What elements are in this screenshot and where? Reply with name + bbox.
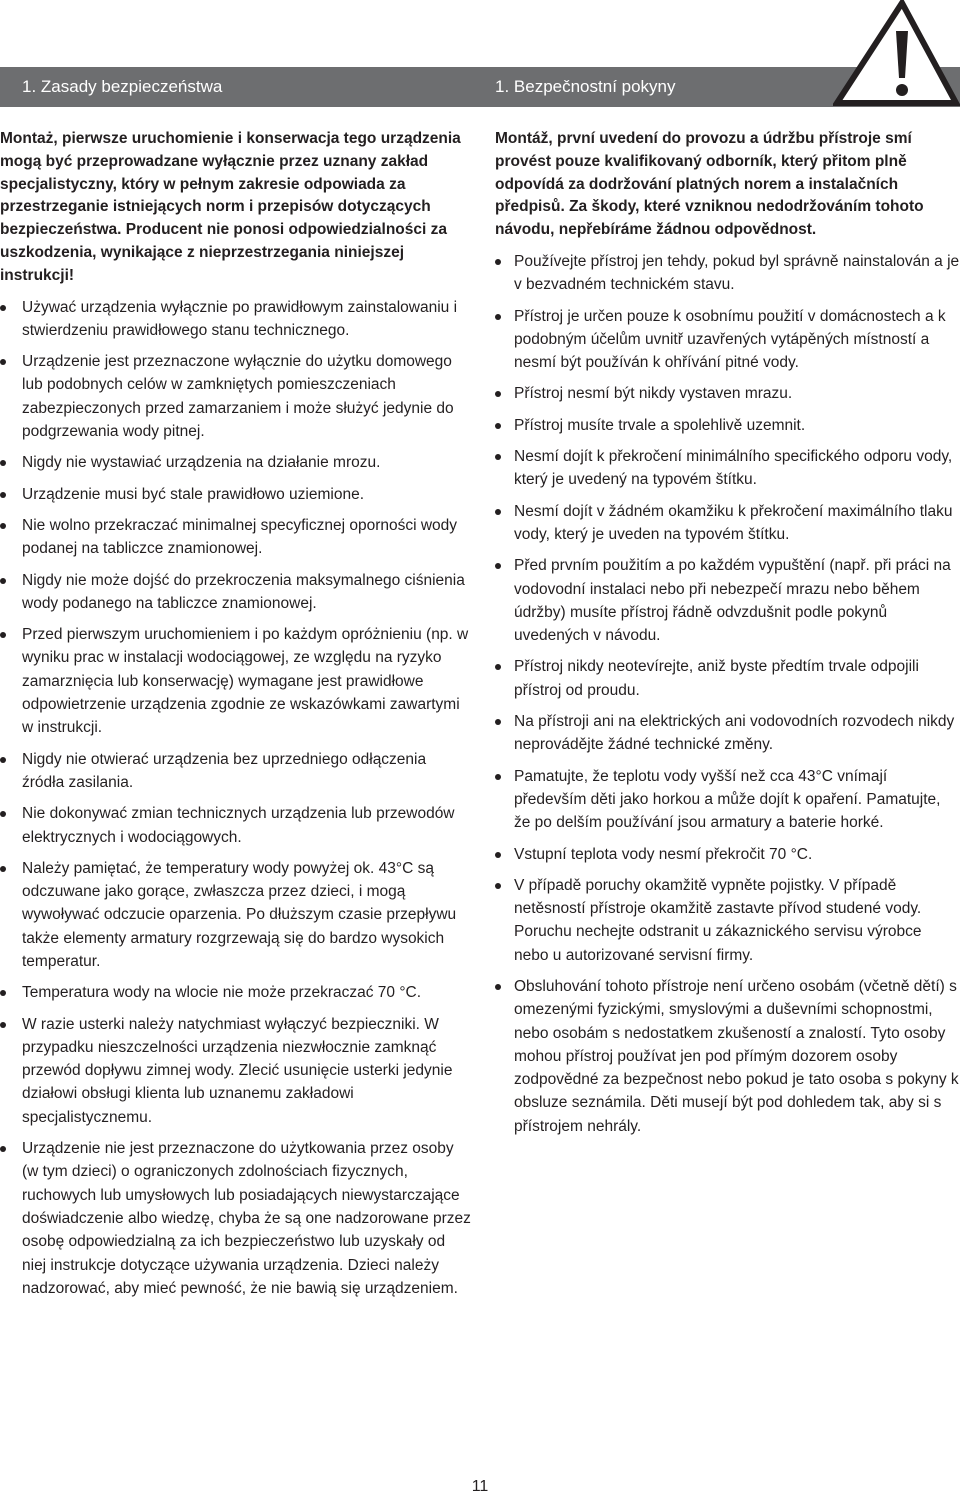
section-title-polish: 1. Zasady bezpieczeństwa [22,77,223,96]
list-item: Nigdy nie otwierać urządzenia bez uprzedniego odłączenia źródła zasilania. [0,748,472,795]
list-item: Pamatujte, že teplotu vody vyšší než cca 43°C vnímají především děti jako horkou a může dojít k opaření. Pamatujte, že po delším používání jsou armatury a baterie horké. [495,765,960,835]
list-item: Nigdy nie może dojść do przekroczenia maksymalnego ciśnienia wody podanego na tabliczce znamionowej. [0,569,472,616]
list-item: Nie dokonywać zmian technicznych urządzenia lub przewodów elektrycznych i wodociągowych. [0,802,472,849]
list-item: Nie wolno przekraczać minimalnej specyficznej oporności wody podanej na tabliczce znamionowej. [0,514,472,561]
list-item: Nesmí dojít v žádném okamžiku k překročení maximálního tlaku vody, který je uveden na typovém štítku. [495,500,960,547]
list-item: Přístroj nikdy neotevírejte, aniž byste předtím trvale odpojili přístroj od proudu. [495,655,960,702]
list-item: Přístroj nesmí být nikdy vystaven mrazu. [495,382,960,405]
list-item: Na přístroji ani na elektrických ani vodovodních rozvodech nikdy neprovádějte žádné technické změny. [495,710,960,757]
list-item: V případě poruchy okamžitě vypněte pojistky. V případě netěsností přístroje okamžitě zastavte přívod studené vody. Poruchu nechejte odstranit u zákaznického servisu výrobce nebo u autorizované servisní firmy. [495,874,960,967]
list-item: Urządzenie jest przeznaczone wyłącznie do użytku domowego lub podobnych celów w zamkniętych pomieszczeniach zabezpieczonych przed zamarzaniem i może służyć jedynie do podgrzewania wody pitnej. [0,350,472,443]
polish-column [0,128,472,1308]
list-item: Temperatura wody na wlocie nie może przekraczać 70 °C. [0,981,472,1004]
polish-intro: Montaż, pierwsze uruchomienie i konserwacja tego urządzenia mogą być przeprowadzane wyłącznie przez uznany zakład specjalistyczny, który w pełnym zakresie odpowiada za przestrzeganie istniejących norm i przepisów dotyczących bezpieczeństwa. Producent nie ponosi odpowiedzialności za uszkodzenia, wynikające z nieprzestrzegania niniejszej instrukcji! [0,130,461,284]
list-item: Należy pamiętać, że temperatury wody powyżej ok. 43°C są odczuwane jako gorące, zwłaszcza przez dzieci, i mogą wywoływać odczucie oparzenia. Po dłuższym czasie przepływu także elementy armatury rozgrzewają się do bardzo wysokich temperatur. [0,857,472,973]
list-item: Používejte přístroj jen tehdy, pokud byl správně nainstalován a je v bezvadném technickém stavu. [495,250,960,297]
list-item: Vstupní teplota vody nesmí překročit 70 °C. [495,843,960,866]
list-item: Używać urządzenia wyłącznie po prawidłowym zainstalowaniu i stwierdzeniu prawidłowego stanu technicznego. [0,296,472,343]
list-item: Obsluhování tohoto přístroje není určeno osobám (včetně dětí) s omezenými fyzickými, smyslovými a duševními schopnostmi, nebo osobám s nedostatkem zkušeností a znalostí. Tyto osoby mohou přístroj používat jen pod přímým dozorem osoby zodpovědné za bezpečnost nebo pokud je tato osoba s pokyny k obsluze seznámila. Děti musejí být pod dohledem tak, aby si s přístrojem nehrály. [495,975,960,1138]
section-title-czech: 1. Bezpečnostní pokyny [495,77,676,96]
list-item: Nigdy nie wystawiać urządzenia na działanie mrozu. [0,451,472,474]
list-item: W razie usterki należy natychmiast wyłączyć bezpieczniki. W przypadku nieszczelności urządzenia niezwłocznie zamknąć przewód dopływu zimnej wody. Zlecić usunięcie usterki jedynie działowi obsługi klienta lub uznanemu zakładowi specjalistycznemu. [0,1013,472,1129]
czech-safety-list [495,250,960,1138]
list-item: Nesmí dojít k překročení minimálního specifického odporu vody, který je uvedený na typovém štítku. [495,445,960,492]
list-item: Urządzenie nie jest przeznaczone do użytkowania przez osoby (w tym dzieci) o ograniczonych zdolnościach fizycznych, ruchowych lub umysłowych lub posiadających niewystarczające doświadczenie albo wiedzę, chyba że są one nadzorowane przez osobę odpowiedzialną za ich bezpieczeństwo lub uzyskały od niej instrukcje dotyczące używania urządzenia. Dzieci należy nadzorować, aby mieć pewność, że nie bawią się urządzeniem. [0,1137,472,1300]
list-item: Urządzenie musi być stale prawidłowo uziemione. [0,483,472,506]
polish-safety-list [0,296,472,1301]
page-number: 11 [471,1478,489,1495]
list-item: Před prvním použitím a po každém vypuštění (např. při práci na vodovodní instalaci nebo při nebezpečí mrazu nebo během údržby) musíte přístroj řádně odvzdušnit podle pokynů uvedených v návodu. [495,554,960,647]
czech-column [495,128,960,1146]
list-item: Přístroj musíte trvale a spolehlivě uzemnit. [495,414,960,437]
list-item: Přístroj je určen pouze k osobnímu použití v domácnostech a k podobným účelům uvnitř uzavřených vytápěných místností a nesmí být používán k ohřívání pitné vody. [495,305,960,375]
czech-intro: Montáž, první uvedení do provozu a údržbu přístroje smí provést pouze kvalifikovaný odborník, který přitom plně odpovídá za dodržování platných norem a instalačních předpisů. Za škody, které vzniknou nedodržováním tohoto návodu, nepřebíráme žádnou odpovědnost. [495,130,924,239]
list-item: Przed pierwszym uruchomieniem i po każdym opróżnieniu (np. w wyniku prac w instalacji wodociągowej, ze względu na ryzyko zamarznięcia lub konserwację) wymagane jest prawidłowe odpowietrzenie urządzenia zgodnie ze wskazówkami zawartymi w instrukcji. [0,623,472,739]
warning-triangle-icon [833,0,960,106]
